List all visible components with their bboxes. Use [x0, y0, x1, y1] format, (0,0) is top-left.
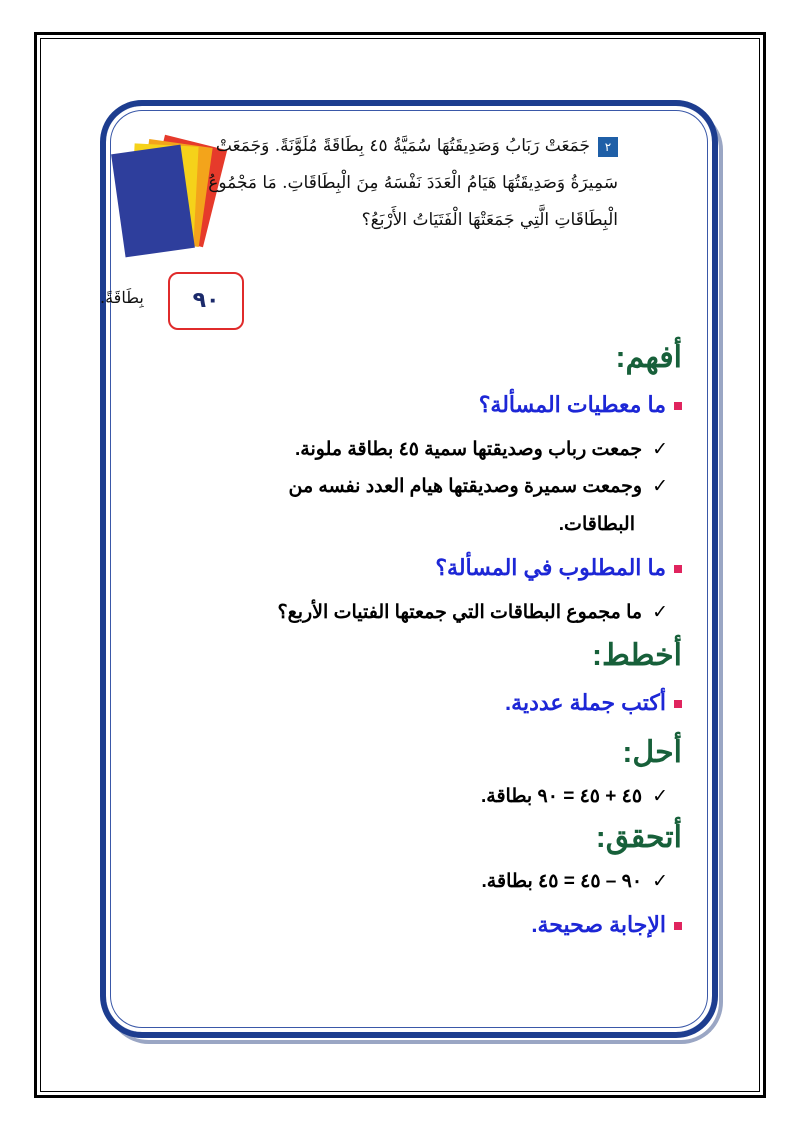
problem-line-2: سَمِيرَةُ وَصَدِيقَتُهَا هَيَامُ الْعَدَدَ نَفْسَهُ مِنَ الْبِطَاقَاتِ. مَا مَجْمُوعُ: [208, 173, 618, 193]
conclusion-bullet: الإجابة صحيحة.: [531, 912, 682, 938]
required-question-bullet: ما المطلوب في المسألة؟: [435, 555, 682, 581]
solve-equation: ✓٤٥ + ٤٥ = ٩٠ بطاقة.: [481, 786, 668, 807]
problem-line-1: ٢جَمَعَتْ رَبَابُ وَصَدِيقَتُهَا سُمَيَّةُ ٤٥ بِطَاقَةً مُلَوَّنَةً. وَجَمَعَتْ: [150, 128, 618, 165]
answer-box: ٩٠: [168, 272, 244, 330]
answer-unit: بِطَاقَةً.: [100, 288, 144, 307]
given-item-2: ✓وجمعت سميرة وصديقتها هيام العدد نفسه من: [288, 476, 668, 497]
given-item-1: ✓جمعت رباب وصديقتها سمية ٤٥ بطاقة ملونة.: [295, 439, 668, 460]
bullet-square-icon: [674, 922, 682, 930]
checkmark-icon: ✓: [652, 439, 668, 460]
given-item-2-cont: البطاقات.: [558, 514, 635, 535]
understand-heading: أفهم:: [615, 341, 682, 374]
checkmark-icon: ✓: [652, 786, 668, 807]
check-equation: ✓٩٠ – ٤٥ = ٤٥ بطاقة.: [481, 871, 668, 892]
plan-heading: أخطط:: [592, 639, 682, 672]
plan-step-bullet: أكتب جملة عددية.: [505, 690, 682, 716]
check-heading: أتحقق:: [595, 821, 682, 854]
word-problem: [150, 128, 618, 239]
bullet-square-icon: [674, 700, 682, 708]
problem-line-3: الْبِطَاقَاتِ الَّتِي جَمَعَتْهَا الْفَتَيَاتُ الأَرْبَعُ؟: [361, 210, 618, 230]
bullet-square-icon: [674, 565, 682, 573]
checkmark-icon: ✓: [652, 476, 668, 497]
problem-number: ٢: [598, 137, 618, 157]
required-item: ✓ما مجموع البطاقات التي جمعتها الفتيات الأربع؟: [277, 602, 668, 623]
given-question-bullet: ما معطيات المسألة؟: [479, 392, 682, 418]
bullet-square-icon: [674, 402, 682, 410]
checkmark-icon: ✓: [652, 602, 668, 623]
solve-heading: أحل:: [622, 736, 682, 769]
checkmark-icon: ✓: [652, 871, 668, 892]
